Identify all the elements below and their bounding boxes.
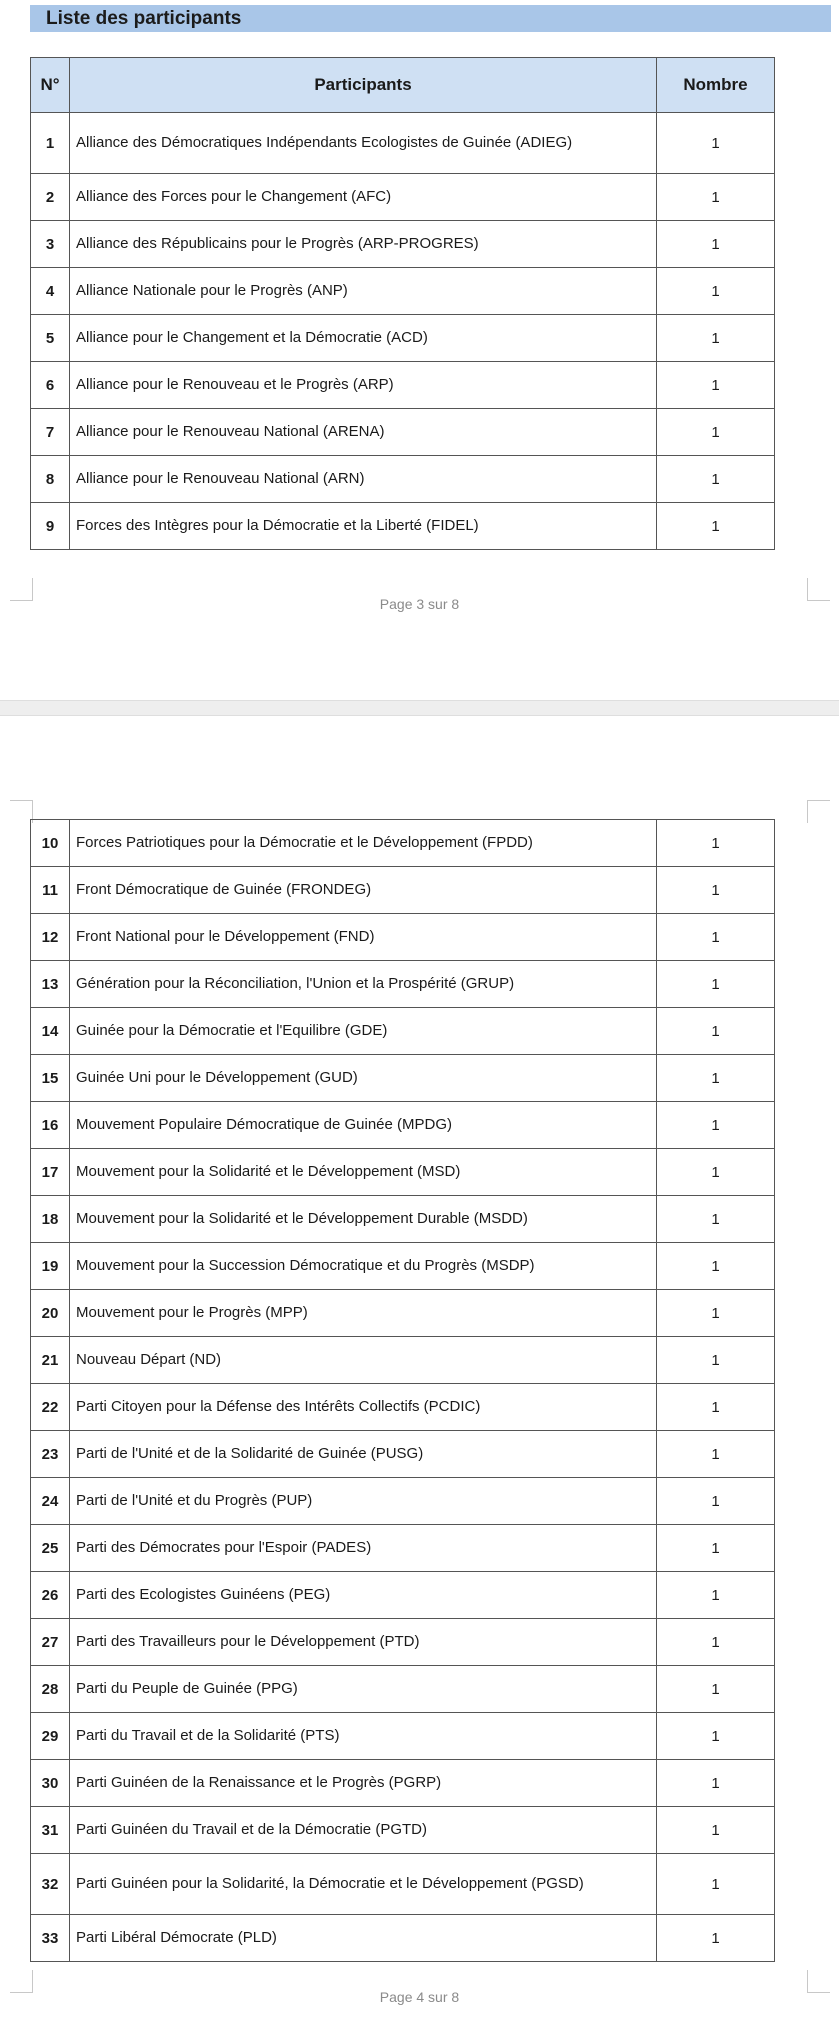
table-row xyxy=(31,221,775,268)
participant-name: Alliance Nationale pour le Progrès (ANP) xyxy=(70,268,657,315)
table-row xyxy=(31,1854,775,1915)
row-number: 30 xyxy=(31,1760,70,1807)
row-number: 15 xyxy=(31,1055,70,1102)
row-number: 10 xyxy=(31,820,70,867)
participant-name: Alliance des Démocratiques Indépendants Ecologistes de Guinée (ADIEG) xyxy=(70,113,657,174)
participant-name: Parti Guinéen pour la Solidarité, la Démocratie et le Développement (PGSD) xyxy=(70,1854,657,1915)
participant-name: Mouvement Populaire Démocratique de Guinée (MPDG) xyxy=(70,1102,657,1149)
participant-name: Parti des Démocrates pour l'Espoir (PADES) xyxy=(70,1525,657,1572)
participant-name: Parti du Travail et de la Solidarité (PTS) xyxy=(70,1713,657,1760)
row-number: 12 xyxy=(31,914,70,961)
participant-count: 1 xyxy=(657,362,775,409)
table-row xyxy=(31,1055,775,1102)
participants-table-page4 xyxy=(30,819,775,1962)
row-number: 11 xyxy=(31,867,70,914)
participant-count: 1 xyxy=(657,1666,775,1713)
table-row xyxy=(31,456,775,503)
participant-count: 1 xyxy=(657,268,775,315)
row-number: 32 xyxy=(31,1854,70,1915)
participant-name: Mouvement pour la Solidarité et le Développement Durable (MSDD) xyxy=(70,1196,657,1243)
participant-name: Parti de l'Unité et du Progrès (PUP) xyxy=(70,1478,657,1525)
section-title: Liste des participants xyxy=(30,5,831,32)
participant-count: 1 xyxy=(657,503,775,550)
row-number: 17 xyxy=(31,1149,70,1196)
page-footer-4: Page 4 sur 8 xyxy=(379,1989,460,2005)
row-number: 13 xyxy=(31,961,70,1008)
table-row xyxy=(31,1102,775,1149)
participant-count: 1 xyxy=(657,221,775,268)
participant-count: 1 xyxy=(657,1149,775,1196)
table-row xyxy=(31,1525,775,1572)
table-row xyxy=(31,1666,775,1713)
participant-count: 1 xyxy=(657,1290,775,1337)
header-count: Nombre xyxy=(657,58,775,113)
table-row xyxy=(31,914,775,961)
participant-count: 1 xyxy=(657,1760,775,1807)
table-row xyxy=(31,1243,775,1290)
table-row xyxy=(31,867,775,914)
participant-name: Parti des Travailleurs pour le Développement (PTD) xyxy=(70,1619,657,1666)
participant-count: 1 xyxy=(657,1572,775,1619)
row-number: 31 xyxy=(31,1807,70,1854)
row-number: 8 xyxy=(31,456,70,503)
table-row xyxy=(31,113,775,174)
table-row xyxy=(31,1915,775,1962)
table-row xyxy=(31,961,775,1008)
participant-name: Mouvement pour la Solidarité et le Développement (MSD) xyxy=(70,1149,657,1196)
participant-count: 1 xyxy=(657,914,775,961)
row-number: 22 xyxy=(31,1384,70,1431)
participant-name: Parti de l'Unité et de la Solidarité de Guinée (PUSG) xyxy=(70,1431,657,1478)
participant-count: 1 xyxy=(657,1102,775,1149)
table-row xyxy=(31,1619,775,1666)
row-number: 9 xyxy=(31,503,70,550)
participant-count: 1 xyxy=(657,1915,775,1962)
participant-count: 1 xyxy=(657,1055,775,1102)
table-row xyxy=(31,1149,775,1196)
table-body-page3 xyxy=(31,113,775,550)
table-row xyxy=(31,1384,775,1431)
participant-name: Alliance pour le Renouveau National (ARENA) xyxy=(70,409,657,456)
participant-count: 1 xyxy=(657,409,775,456)
participant-name: Alliance pour le Changement et la Démocratie (ACD) xyxy=(70,315,657,362)
participant-count: 1 xyxy=(657,315,775,362)
page-corner-mark xyxy=(807,800,830,823)
participant-count: 1 xyxy=(657,1619,775,1666)
participant-name: Parti Libéral Démocrate (PLD) xyxy=(70,1915,657,1962)
header-participants: Participants xyxy=(70,58,657,113)
participant-name: Alliance pour le Renouveau et le Progrès (ARP) xyxy=(70,362,657,409)
participant-name: Parti du Peuple de Guinée (PPG) xyxy=(70,1666,657,1713)
table-row xyxy=(31,1572,775,1619)
table-row xyxy=(31,1008,775,1055)
table-header-row xyxy=(31,58,775,113)
table-row xyxy=(31,1290,775,1337)
participant-count: 1 xyxy=(657,1008,775,1055)
participants-table-page3 xyxy=(30,57,775,550)
table-row xyxy=(31,268,775,315)
participant-name: Front National pour le Développement (FND) xyxy=(70,914,657,961)
header-num: N° xyxy=(31,58,70,113)
table-row xyxy=(31,1807,775,1854)
table-row xyxy=(31,820,775,867)
participant-count: 1 xyxy=(657,1807,775,1854)
participant-count: 1 xyxy=(657,1854,775,1915)
row-number: 18 xyxy=(31,1196,70,1243)
table-row xyxy=(31,174,775,221)
row-number: 3 xyxy=(31,221,70,268)
row-number: 7 xyxy=(31,409,70,456)
table-body-page4 xyxy=(31,820,775,1962)
page-separator xyxy=(0,700,839,716)
participant-name: Alliance des Républicains pour le Progrès (ARP-PROGRES) xyxy=(70,221,657,268)
row-number: 5 xyxy=(31,315,70,362)
participant-count: 1 xyxy=(657,113,775,174)
participant-count: 1 xyxy=(657,1243,775,1290)
participant-name: Alliance des Forces pour le Changement (AFC) xyxy=(70,174,657,221)
participant-count: 1 xyxy=(657,867,775,914)
row-number: 6 xyxy=(31,362,70,409)
row-number: 21 xyxy=(31,1337,70,1384)
table-row xyxy=(31,1431,775,1478)
row-number: 33 xyxy=(31,1915,70,1962)
table-row xyxy=(31,409,775,456)
participant-name: Guinée pour la Démocratie et l'Equilibre (GDE) xyxy=(70,1008,657,1055)
row-number: 19 xyxy=(31,1243,70,1290)
participant-count: 1 xyxy=(657,174,775,221)
participant-name: Front Démocratique de Guinée (FRONDEG) xyxy=(70,867,657,914)
row-number: 4 xyxy=(31,268,70,315)
participant-name: Forces des Intègres pour la Démocratie et la Liberté (FIDEL) xyxy=(70,503,657,550)
row-number: 27 xyxy=(31,1619,70,1666)
participant-name: Parti Guinéen de la Renaissance et le Progrès (PGRP) xyxy=(70,1760,657,1807)
table-row xyxy=(31,503,775,550)
participant-count: 1 xyxy=(657,1713,775,1760)
participant-count: 1 xyxy=(657,961,775,1008)
table-row xyxy=(31,1337,775,1384)
participant-name: Mouvement pour le Progrès (MPP) xyxy=(70,1290,657,1337)
row-number: 29 xyxy=(31,1713,70,1760)
row-number: 14 xyxy=(31,1008,70,1055)
participant-count: 1 xyxy=(657,1431,775,1478)
table-row xyxy=(31,1760,775,1807)
participant-name: Parti Citoyen pour la Défense des Intérêts Collectifs (PCDIC) xyxy=(70,1384,657,1431)
participant-name: Alliance pour le Renouveau National (ARN) xyxy=(70,456,657,503)
participant-count: 1 xyxy=(657,1196,775,1243)
row-number: 28 xyxy=(31,1666,70,1713)
table-row xyxy=(31,315,775,362)
participant-count: 1 xyxy=(657,456,775,503)
participant-count: 1 xyxy=(657,1384,775,1431)
row-number: 2 xyxy=(31,174,70,221)
participant-name: Parti des Ecologistes Guinéens (PEG) xyxy=(70,1572,657,1619)
row-number: 16 xyxy=(31,1102,70,1149)
participant-count: 1 xyxy=(657,1478,775,1525)
row-number: 24 xyxy=(31,1478,70,1525)
participant-name: Parti Guinéen du Travail et de la Démocratie (PGTD) xyxy=(70,1807,657,1854)
table-row xyxy=(31,1713,775,1760)
participant-count: 1 xyxy=(657,820,775,867)
participant-name: Mouvement pour la Succession Démocratique et du Progrès (MSDP) xyxy=(70,1243,657,1290)
table-row xyxy=(31,1478,775,1525)
participant-name: Génération pour la Réconciliation, l'Union et la Prospérité (GRUP) xyxy=(70,961,657,1008)
page-footer-3: Page 3 sur 8 xyxy=(379,596,460,612)
row-number: 20 xyxy=(31,1290,70,1337)
participant-count: 1 xyxy=(657,1337,775,1384)
row-number: 1 xyxy=(31,113,70,174)
row-number: 26 xyxy=(31,1572,70,1619)
participant-name: Forces Patriotiques pour la Démocratie et le Développement (FPDD) xyxy=(70,820,657,867)
table-row xyxy=(31,1196,775,1243)
table-row xyxy=(31,362,775,409)
participant-name: Guinée Uni pour le Développement (GUD) xyxy=(70,1055,657,1102)
participant-count: 1 xyxy=(657,1525,775,1572)
row-number: 23 xyxy=(31,1431,70,1478)
participant-name: Nouveau Départ (ND) xyxy=(70,1337,657,1384)
row-number: 25 xyxy=(31,1525,70,1572)
